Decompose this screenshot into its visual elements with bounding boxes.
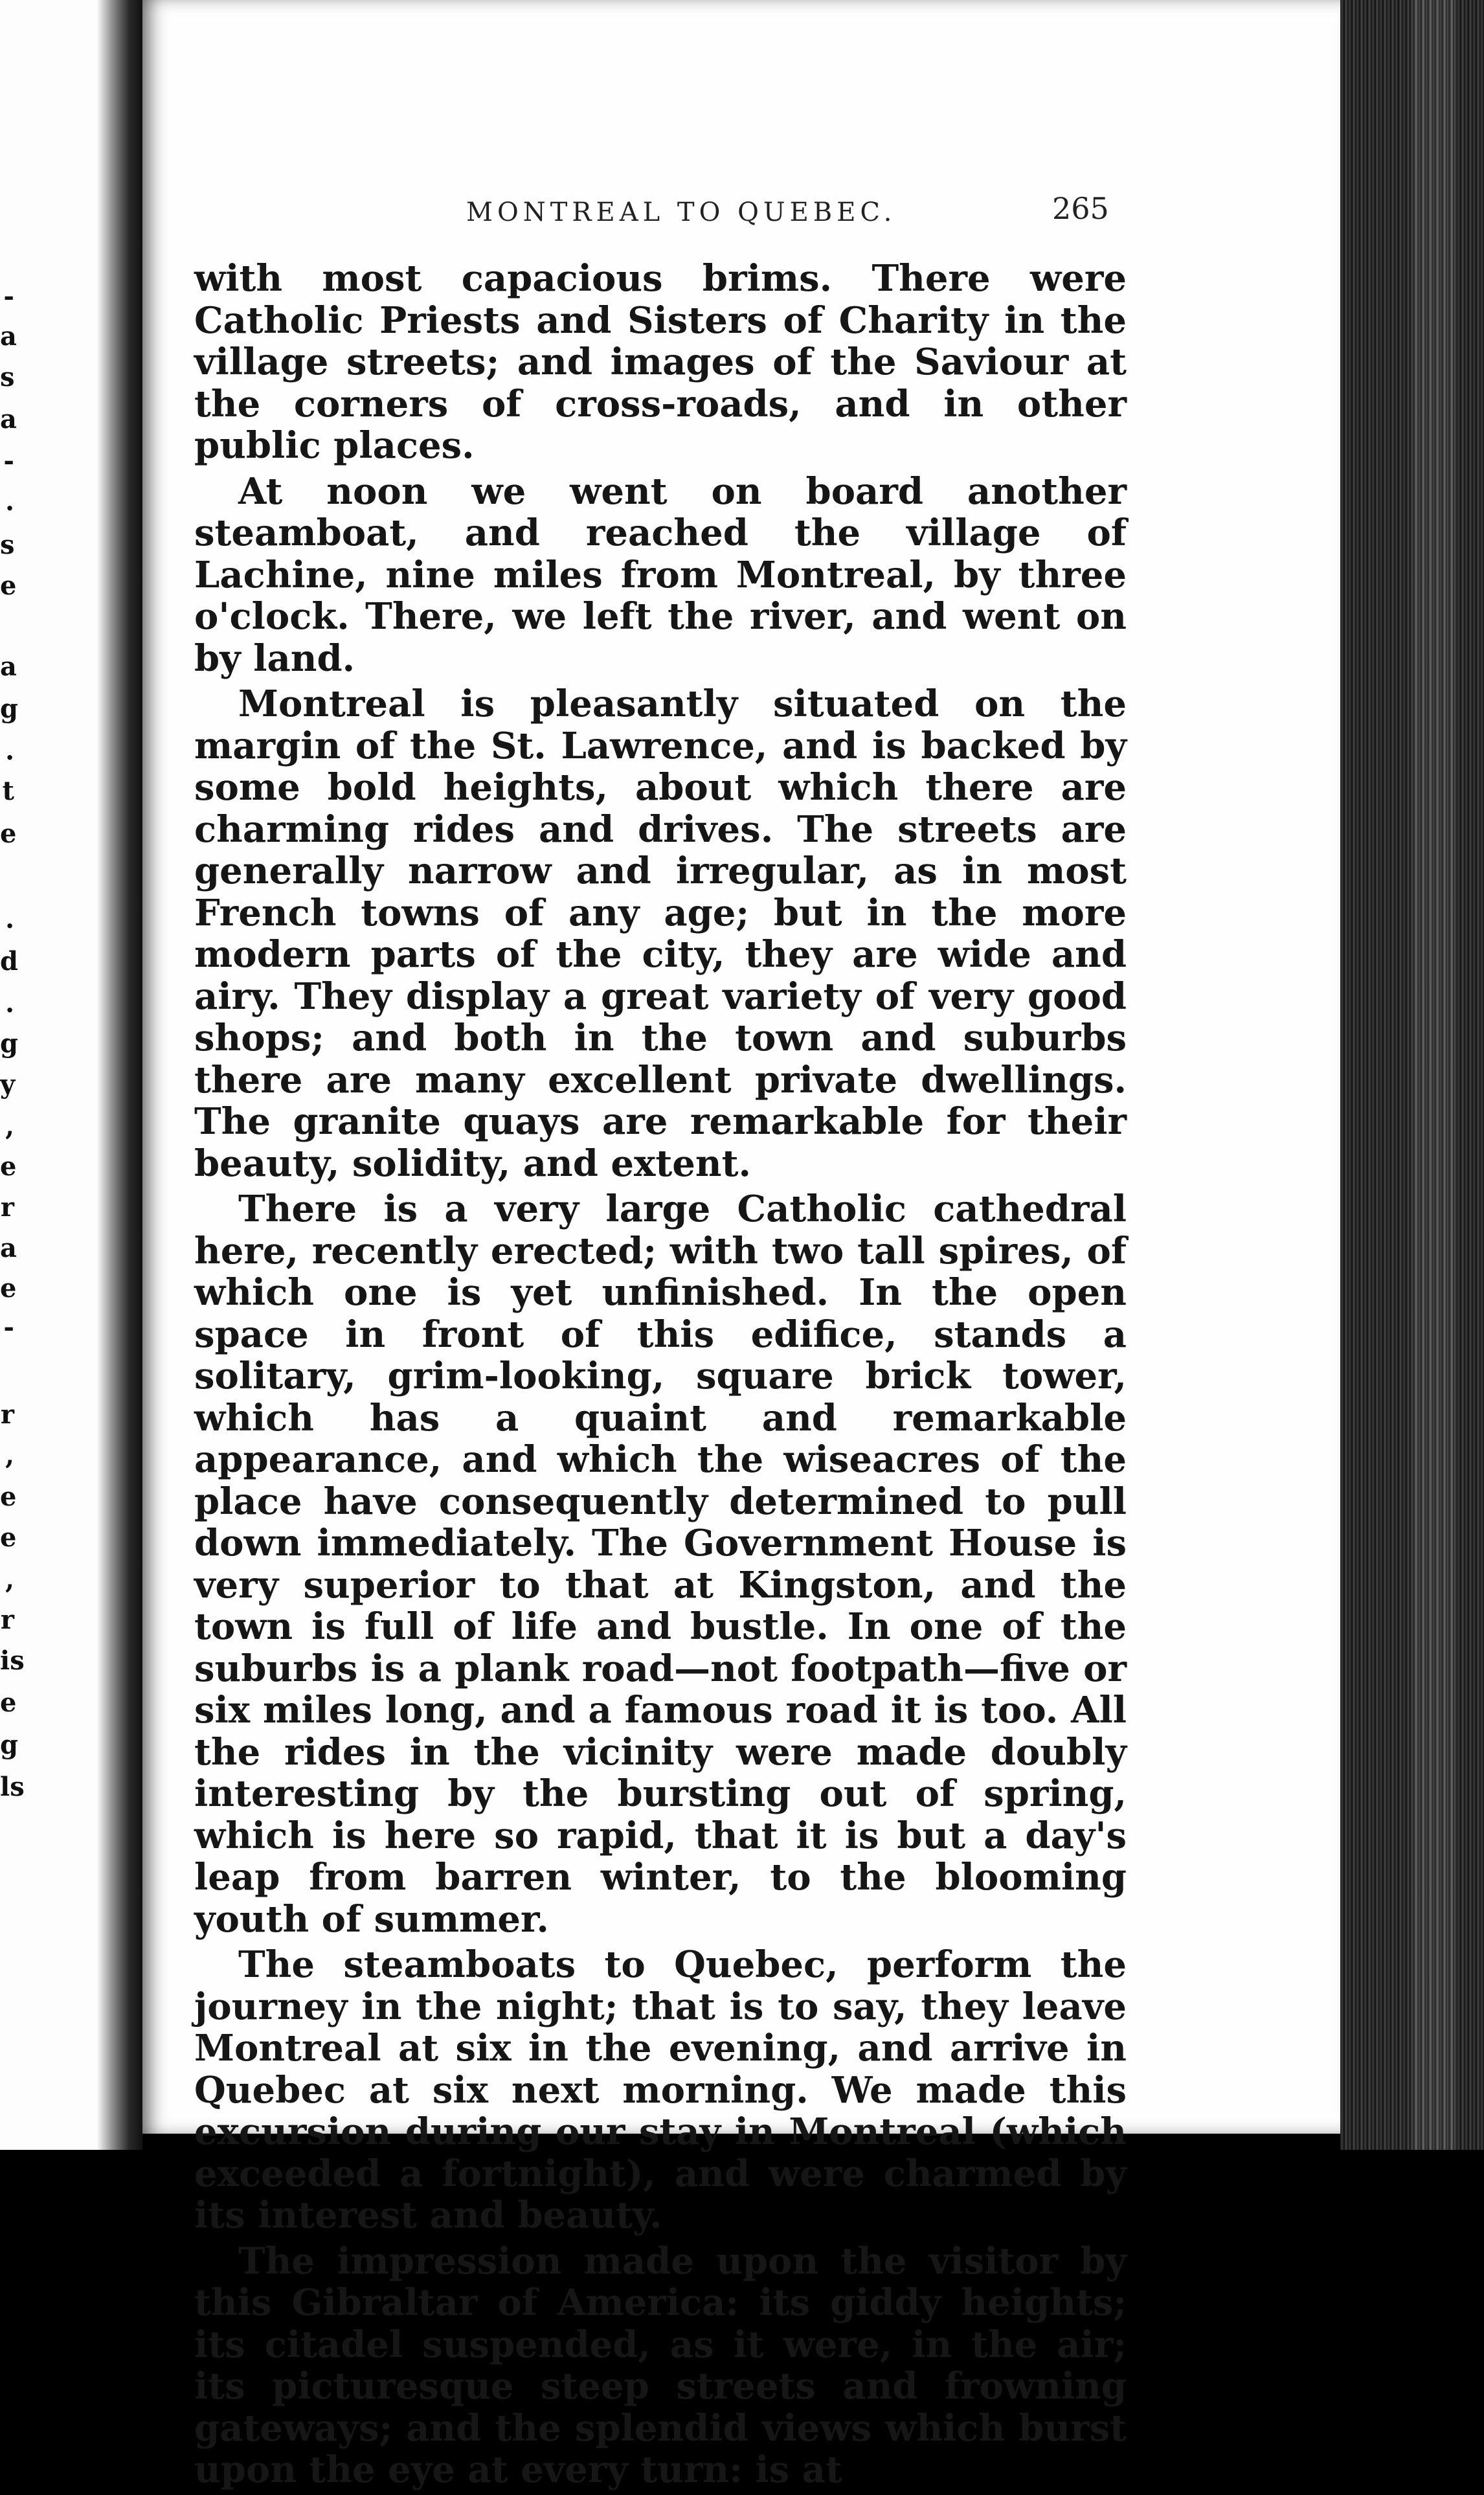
facing-page-fragment: ,	[5, 1564, 14, 1595]
facing-page-fragment: a	[0, 1233, 17, 1263]
facing-page-fragment: e	[0, 818, 17, 849]
facing-page-fragment: e	[0, 1482, 17, 1512]
facing-page-fragment: .	[5, 736, 14, 766]
paragraph: At noon we went on board another steamboat, and reached the village of Lachine, nine miles from Montreal, by three o'clock. There, we left the river, and went on by land.	[194, 469, 1127, 680]
paragraph: There is a very large Catholic cathedral here, recently erected; with two tall spires, of which one is yet unfinished. In the open space in front of this edifice, stands a solitary, grim-looking, square brick tower, which has a quaint and remarkable appearance, and which the wiseacres of the place have consequently determined to pull down immediately. The Government House is very superior to that at Kingston, and the town is full of life and bustle. In one of the suburbs is a plank road—not footpath—five or six miles long, and a famous road it is too. All the rides in the vicinity were made doubly interesting by the bursting out of spring, which is here so rapid, that it is but a day's leap from barren winter, to the blooming youth of summer.	[194, 1188, 1127, 1941]
facing-page-fragment: r	[0, 1605, 14, 1635]
facing-page-fragment: y	[0, 1069, 16, 1100]
facing-page-fragment: -	[3, 281, 14, 311]
book-gutter	[97, 0, 142, 2150]
facing-page-fragment: a	[0, 404, 17, 435]
facing-page-fragment: g	[0, 1028, 18, 1059]
facing-page-fragment: r	[0, 1399, 14, 1430]
facing-page-fragment: ,	[5, 1111, 14, 1142]
facing-page-fragment: g	[0, 1730, 18, 1760]
facing-page-fragment: t	[2, 776, 14, 806]
facing-page-fragment: is	[0, 1645, 25, 1676]
paragraph: Montreal is pleasantly situated on the margin of the St. Lawrence, and is backed by some bold heights, about which there are charming rides and drives. The streets are generally narrow and irregular, as in most French towns of any age; but in the more modern parts of the city, they are wide and airy. They display a great variety of very good shops; and both in the town and suburbs there are many excellent private dwellings. The granite quays are remarkable for their beauty, solidity, and extent.	[194, 683, 1127, 1185]
body-text	[194, 258, 1127, 2495]
facing-page-fragment: -	[3, 1312, 14, 1342]
running-head: MONTREAL TO QUEBEC.	[466, 198, 897, 227]
facing-page-fragment: .	[5, 904, 14, 934]
facing-page-fragment: e	[0, 1522, 17, 1553]
facing-page-fragment: s	[0, 530, 15, 560]
facing-page-fragment: s	[0, 362, 15, 392]
facing-page-fragment: a	[0, 651, 17, 682]
facing-page-fragment: e	[0, 570, 17, 601]
facing-page-fragment: e	[0, 1688, 17, 1718]
page-number: 265	[1052, 191, 1109, 226]
paragraph: The steamboats to Quebec, perform the journey in the night; that is to say, they leave Montreal at six in the evening, and arrive in Quebec at six next morning. We made this excursion during our stay in Montreal (which exceeded a fortnight), and were charmed by its interest and beauty.	[194, 1943, 1127, 2237]
page-edges-highlight	[1411, 0, 1457, 2150]
paragraph: with most capacious brims. There were Catholic Priests and Sisters of Charity in the village streets; and images of the Saviour at the corners of cross-roads, and in other public places.	[194, 257, 1127, 467]
facing-page-fragment: a	[0, 321, 17, 352]
paragraph: The impression made upon the visitor by this Gibraltar of America: its giddy heights; its citadel suspended, as it were, in the air; its picturesque steep streets and frowning gateways; and the splendid views which burst upon the eye at every turn: is at	[194, 2239, 1127, 2491]
facing-page-fragment: .	[5, 988, 14, 1019]
facing-page-fragment: e	[0, 1151, 17, 1182]
facing-page-fragment: .	[5, 486, 14, 517]
facing-page-fragment: -	[3, 446, 14, 476]
facing-page-fragment: g	[0, 694, 18, 724]
facing-page-fragment: ,	[5, 1440, 14, 1471]
facing-page-fragment: e	[0, 1273, 17, 1304]
facing-page-fragment: d	[0, 946, 18, 977]
facing-page-fragment: ls	[0, 1772, 25, 1802]
facing-page-fragment: r	[0, 1192, 14, 1223]
